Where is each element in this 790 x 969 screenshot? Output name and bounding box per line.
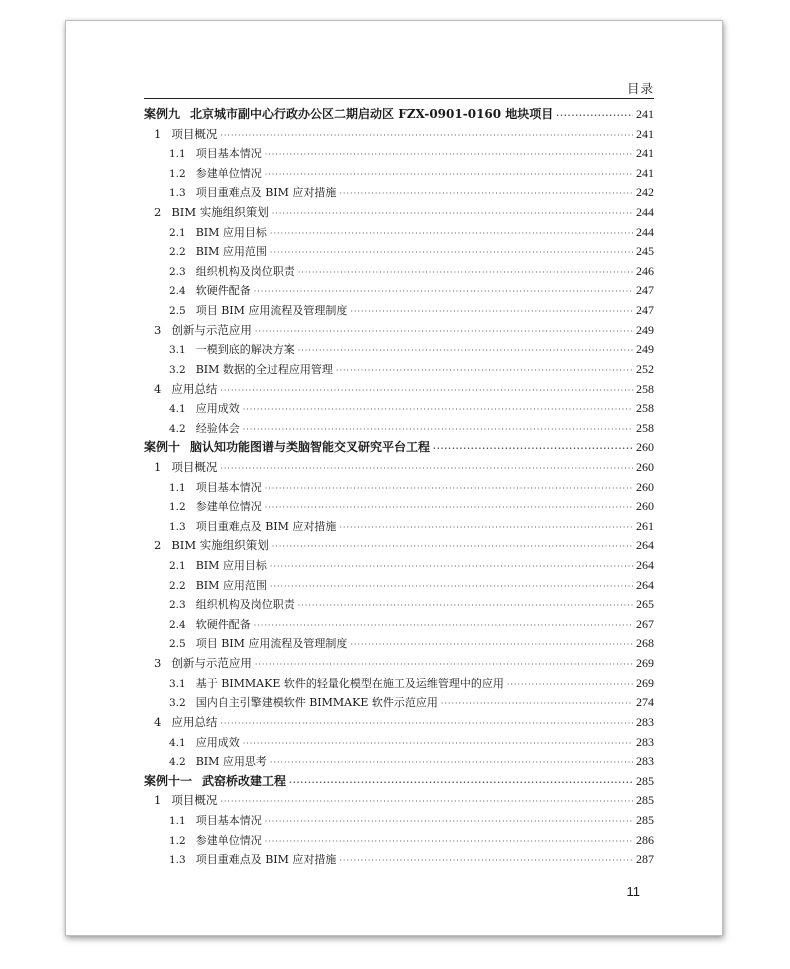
- toc-entry-page: 244: [636, 205, 654, 220]
- toc-entry-title: 创新与示范应用: [171, 656, 252, 671]
- toc-entry-chapter: [144, 105, 654, 125]
- toc-entry-page: 268: [636, 636, 654, 651]
- toc-entry-title: BIM 应用范围: [195, 245, 267, 259]
- dot-leader: [255, 322, 633, 342]
- toc-entry-page: 260: [636, 459, 654, 474]
- toc-entry-title: BIM 实施组织策划: [171, 538, 269, 553]
- toc-entry-number: 1.2: [169, 501, 186, 514]
- toc-entry-title: 参建单位情况: [195, 833, 262, 847]
- toc-entry-label: [169, 262, 295, 283]
- toc-entry-page: 241: [636, 146, 654, 161]
- toc-entry-number: 4.1: [169, 403, 186, 416]
- toc-entry-subsection: [144, 634, 654, 654]
- toc-entry-number: 案例十: [144, 440, 181, 455]
- dot-leader: [220, 792, 633, 812]
- toc-entry-subsection: [144, 144, 654, 164]
- toc-entry-title: 项目基本情况: [195, 480, 262, 494]
- toc-entry-title: 基于 BIMMAKE 软件的轻量化模型在施工及运维管理中的应用: [195, 676, 504, 690]
- toc-entry-subsection: [144, 733, 654, 753]
- toc-entry-number: 2.5: [169, 305, 186, 318]
- toc-entry-label: [169, 556, 267, 577]
- toc-entry-page: 260: [636, 479, 654, 494]
- dot-leader: [270, 557, 633, 577]
- toc-entry-page: 247: [636, 303, 654, 318]
- toc-entry-number: 1.2: [169, 834, 186, 847]
- toc-entry-page: 241: [636, 165, 654, 180]
- toc-entry-chapter: [144, 772, 654, 792]
- dot-leader: [272, 537, 633, 557]
- toc-entry-subsection: [144, 556, 654, 576]
- toc-entry-page: 260: [636, 499, 654, 514]
- toc-entry-page: 264: [636, 577, 654, 592]
- toc-entry-number: 4.1: [169, 736, 186, 749]
- toc-entry-page: 241: [636, 107, 654, 121]
- toc-entry-title: 组织机构及岗位职责: [195, 264, 295, 278]
- dot-leader: [298, 263, 633, 283]
- dot-leader: [507, 675, 633, 695]
- toc-entry-title: BIM 应用目标: [195, 225, 267, 239]
- toc-entry-page: 261: [636, 518, 654, 533]
- toc-entry-label: [169, 850, 336, 871]
- toc-entry-label: [169, 301, 347, 322]
- toc-entry-title: 项目重难点及 BIM 应对措施: [195, 519, 337, 533]
- header-rule: [144, 98, 654, 99]
- toc-entry-subsection: [144, 223, 654, 243]
- toc-entry-page: 249: [636, 322, 654, 337]
- toc-entry-subsection: [144, 164, 654, 184]
- toc-entry-label: [144, 105, 553, 125]
- toc-entry-number: 案例九: [144, 107, 181, 121]
- toc-entry-title: 项目基本情况: [195, 147, 262, 161]
- toc-entry-page: 264: [636, 538, 654, 553]
- toc-entry-page: 287: [636, 852, 654, 867]
- toc-entry-subsection: [144, 517, 654, 537]
- dot-leader: [220, 126, 633, 146]
- toc-entry-title: 项目基本情况: [195, 813, 262, 827]
- toc-entry-label: [169, 831, 262, 852]
- toc-entry-title: BIM 数据的全过程应用管理: [195, 362, 333, 376]
- toc-entry-number: 1: [154, 459, 162, 474]
- toc-entry-subsection: [144, 419, 654, 439]
- toc-entry-page: 260: [636, 440, 654, 455]
- toc-entry-label: [169, 340, 295, 361]
- table-of-contents: [144, 105, 654, 870]
- toc-entry-label: [154, 321, 252, 341]
- toc-entry-label: [154, 125, 217, 145]
- toc-entry-label: [169, 223, 267, 244]
- toc-entry-number: 1.3: [169, 520, 186, 533]
- toc-entry-number: 案例十一: [144, 773, 193, 788]
- toc-entry-page: 241: [636, 126, 654, 141]
- toc-entry-page: 283: [636, 754, 654, 769]
- dot-leader: [339, 518, 633, 538]
- toc-entry-number: 1.1: [169, 148, 186, 161]
- toc-entry-number: 1.3: [169, 854, 186, 867]
- toc-entry-label: [169, 752, 267, 773]
- toc-entry-title: 软硬件配备: [195, 284, 251, 298]
- toc-entry-page: 285: [636, 812, 654, 827]
- toc-entry-number: 1.3: [169, 187, 186, 200]
- toc-entry-number: 1.1: [169, 814, 186, 827]
- toc-entry-number: 3.2: [169, 697, 186, 710]
- toc-entry-page: 242: [636, 185, 654, 200]
- toc-entry-number: 2.2: [169, 579, 186, 592]
- toc-entry-section: [144, 791, 654, 811]
- dot-leader: [265, 479, 633, 499]
- toc-entry-number: 3.1: [169, 677, 186, 690]
- toc-entry-subsection: [144, 831, 654, 851]
- toc-entry-page: 252: [636, 361, 654, 376]
- dot-leader: [265, 812, 633, 832]
- toc-entry-section: [144, 536, 654, 556]
- toc-entry-title: 脑认知功能图谱与类脑智能交叉研究平台工程: [190, 440, 431, 455]
- toc-entry-title: 创新与示范应用: [171, 322, 252, 337]
- toc-entry-title: 项目概况: [171, 459, 218, 474]
- toc-entry-subsection: [144, 360, 654, 380]
- toc-entry-label: [154, 458, 217, 478]
- toc-entry-label: [169, 144, 262, 165]
- toc-entry-page: 267: [636, 616, 654, 631]
- dot-leader: [270, 243, 633, 263]
- toc-entry-page: 244: [636, 224, 654, 239]
- toc-entry-label: [144, 772, 286, 792]
- dot-leader: [254, 282, 633, 302]
- toc-entry-page: 286: [636, 832, 654, 847]
- dot-leader: [255, 655, 633, 675]
- toc-entry-number: 2.5: [169, 638, 186, 651]
- dot-leader: [350, 302, 633, 322]
- dot-leader: [339, 851, 633, 871]
- toc-entry-number: 2.4: [169, 618, 186, 631]
- toc-entry-label: [169, 497, 262, 518]
- toc-entry-title: 组织机构及岗位职责: [195, 598, 295, 612]
- toc-entry-number: 2.1: [169, 560, 186, 573]
- toc-entry-label: [169, 733, 240, 754]
- toc-entry-subsection: [144, 615, 654, 635]
- dot-leader: [265, 165, 633, 185]
- dot-leader: [254, 616, 633, 636]
- toc-entry-number: 4: [154, 714, 162, 729]
- toc-entry-title: 国内自主引擎建模软件 BIMMAKE 软件示范应用: [195, 696, 438, 710]
- toc-entry-label: [169, 360, 333, 381]
- dot-leader: [243, 400, 633, 420]
- toc-entry-number: 3: [154, 656, 162, 671]
- toc-entry-number: 3.2: [169, 363, 186, 376]
- toc-entry-label: [169, 478, 262, 499]
- toc-entry-label: [169, 399, 240, 420]
- dot-leader: [441, 694, 633, 714]
- toc-entry-title: BIM 实施组织策划: [171, 205, 269, 220]
- dot-leader: [270, 224, 633, 244]
- toc-entry-page: 249: [636, 342, 654, 357]
- toc-entry-label: [169, 576, 267, 597]
- toc-entry-title: 项目 BIM 应用流程及管理制度: [195, 637, 348, 651]
- toc-entry-subsection: [144, 595, 654, 615]
- dot-leader: [220, 459, 633, 479]
- toc-entry-title: BIM 应用思考: [195, 755, 267, 769]
- toc-entry-number: 2.3: [169, 265, 186, 278]
- dot-leader: [220, 381, 633, 401]
- toc-entry-title: 一模到底的解决方案: [195, 343, 295, 357]
- toc-entry-subsection: [144, 301, 654, 321]
- toc-entry-number: 3.1: [169, 344, 186, 357]
- dot-leader: [265, 498, 633, 518]
- toc-entry-label: [154, 654, 252, 674]
- toc-entry-chapter: [144, 438, 654, 458]
- toc-entry-label: [154, 380, 217, 400]
- toc-entry-title: 项目概况: [171, 793, 218, 808]
- toc-entry-title: 参建单位情况: [195, 500, 262, 514]
- toc-entry-title: 应用成效: [195, 735, 240, 749]
- toc-entry-number: 4.2: [169, 756, 186, 769]
- toc-entry-page: 246: [636, 263, 654, 278]
- toc-entry-subsection: [144, 674, 654, 694]
- toc-entry-page: 283: [636, 714, 654, 729]
- toc-entry-number: 2: [154, 205, 162, 220]
- dot-leader: [298, 596, 633, 616]
- toc-entry-page: 258: [636, 401, 654, 416]
- toc-entry-label: [169, 242, 267, 263]
- toc-entry-page: 285: [636, 773, 654, 788]
- dot-leader: [336, 361, 633, 381]
- toc-entry-number: 1.2: [169, 167, 186, 180]
- dot-leader: [433, 439, 633, 459]
- toc-entry-label: [154, 791, 217, 811]
- toc-entry-subsection: [144, 262, 654, 282]
- dot-leader: [298, 341, 633, 361]
- toc-entry-page: 245: [636, 244, 654, 259]
- book-page: [65, 20, 723, 936]
- toc-entry-subsection: [144, 242, 654, 262]
- toc-entry-title: 应用成效: [195, 402, 240, 416]
- dot-leader: [289, 773, 633, 793]
- toc-entry-number: 1: [154, 793, 162, 808]
- running-head: 目录: [626, 81, 654, 96]
- toc-entry-title: 项目重难点及 BIM 应对措施: [195, 186, 337, 200]
- toc-entry-label: [169, 517, 336, 538]
- toc-entry-title: 应用总结: [171, 714, 218, 729]
- toc-entry-title: 应用总结: [171, 381, 218, 396]
- toc-entry-number: 2.2: [169, 246, 186, 259]
- toc-entry-label: [169, 281, 251, 302]
- toc-entry-title: 经验体会: [195, 421, 240, 435]
- toc-entry-label: [169, 183, 336, 204]
- page-number: 11: [626, 884, 640, 899]
- toc-entry-page: 285: [636, 793, 654, 808]
- dot-leader: [265, 145, 633, 165]
- toc-entry-section: [144, 321, 654, 341]
- toc-entry-subsection: [144, 693, 654, 713]
- toc-entry-label: [169, 811, 262, 832]
- toc-entry-subsection: [144, 811, 654, 831]
- toc-entry-section: [144, 203, 654, 223]
- toc-entry-section: [144, 458, 654, 478]
- toc-entry-label: [169, 693, 438, 714]
- toc-entry-title: 北京城市副中心行政办公区二期启动区 FZX-0901-0160 地块项目: [190, 107, 554, 121]
- toc-entry-page: 274: [636, 695, 654, 710]
- toc-entry-page: 283: [636, 734, 654, 749]
- toc-entry-page: 269: [636, 656, 654, 671]
- toc-entry-section: [144, 713, 654, 733]
- toc-entry-page: 264: [636, 558, 654, 573]
- toc-entry-subsection: [144, 576, 654, 596]
- toc-entry-subsection: [144, 183, 654, 203]
- toc-entry-label: [169, 615, 251, 636]
- toc-entry-number: 4: [154, 381, 162, 396]
- toc-entry-label: [169, 595, 295, 616]
- toc-entry-number: 2.1: [169, 226, 186, 239]
- toc-entry-number: 2: [154, 538, 162, 553]
- toc-entry-number: 2.3: [169, 599, 186, 612]
- toc-entry-number: 1.1: [169, 481, 186, 494]
- toc-entry-title: 软硬件配备: [195, 617, 251, 631]
- toc-entry-section: [144, 380, 654, 400]
- toc-entry-number: 2.4: [169, 285, 186, 298]
- toc-entry-section: [144, 654, 654, 674]
- toc-entry-title: BIM 应用目标: [195, 559, 267, 573]
- dot-leader: [350, 635, 633, 655]
- toc-entry-subsection: [144, 281, 654, 301]
- dot-leader: [265, 832, 633, 852]
- toc-entry-subsection: [144, 497, 654, 517]
- dot-leader: [243, 420, 633, 440]
- dot-leader: [270, 577, 633, 597]
- toc-entry-number: 3: [154, 322, 162, 337]
- toc-entry-label: [169, 634, 347, 655]
- toc-entry-number: 1: [154, 126, 162, 141]
- toc-entry-subsection: [144, 399, 654, 419]
- toc-entry-label: [154, 536, 269, 556]
- toc-entry-label: [169, 164, 262, 185]
- toc-entry-subsection: [144, 478, 654, 498]
- toc-entry-subsection: [144, 850, 654, 870]
- toc-entry-label: [154, 203, 269, 223]
- toc-entry-number: 4.2: [169, 422, 186, 435]
- toc-entry-page: 265: [636, 597, 654, 612]
- toc-entry-subsection: [144, 340, 654, 360]
- toc-entry-title: 项目 BIM 应用流程及管理制度: [195, 304, 348, 318]
- toc-entry-label: [169, 419, 240, 440]
- dot-leader: [272, 204, 633, 224]
- toc-entry-page: 269: [636, 675, 654, 690]
- dot-leader: [339, 184, 633, 204]
- toc-entry-page: 258: [636, 381, 654, 396]
- dot-leader: [243, 734, 633, 754]
- toc-entry-title: 武窑桥改建工程: [202, 773, 287, 788]
- toc-entry-title: 项目重难点及 BIM 应对措施: [195, 853, 337, 867]
- toc-entry-label: [154, 713, 217, 733]
- toc-entry-label: [169, 674, 504, 695]
- toc-entry-title: 参建单位情况: [195, 166, 262, 180]
- toc-entry-section: [144, 125, 654, 145]
- dot-leader: [270, 753, 633, 773]
- dot-leader: [220, 714, 633, 734]
- toc-entry-title: 项目概况: [171, 126, 218, 141]
- toc-entry-title: BIM 应用范围: [195, 578, 267, 592]
- toc-entry-page: 258: [636, 420, 654, 435]
- dot-leader: [556, 106, 633, 126]
- toc-entry-subsection: [144, 752, 654, 772]
- toc-entry-label: [144, 438, 430, 458]
- toc-entry-page: 247: [636, 283, 654, 298]
